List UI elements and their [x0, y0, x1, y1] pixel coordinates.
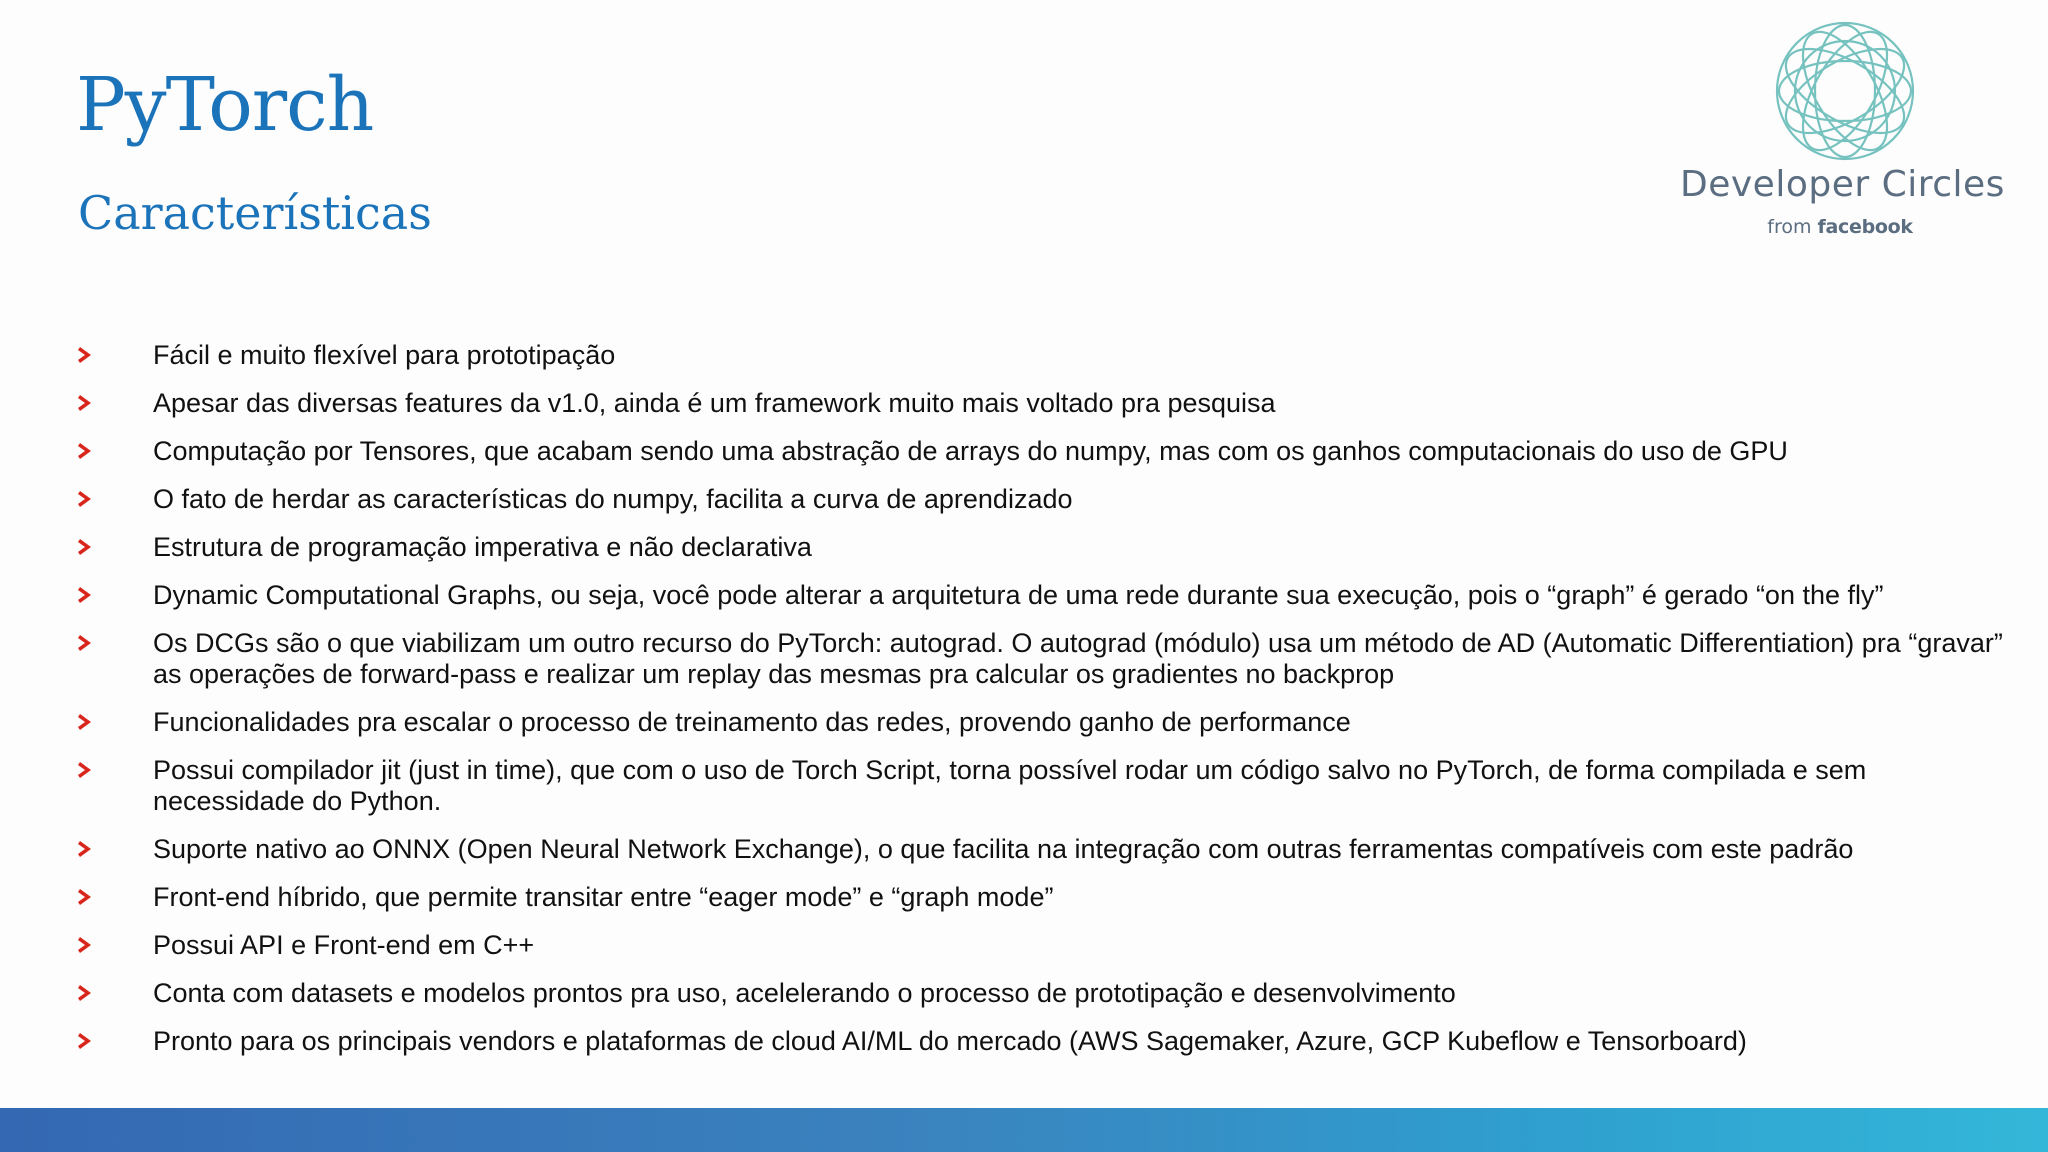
- list-item-text: Possui API e Front-end em C++: [153, 930, 535, 960]
- footer-gradient-bar: [0, 1108, 2048, 1152]
- list-item-text: Apesar das diversas features da v1.0, ainda é um framework muito mais voltado pra pesquisa: [153, 388, 1276, 418]
- list-item-text: Computação por Tensores, que acabam sendo uma abstração de arrays do numpy, mas com os ganhos computacionais do uso de GPU: [153, 436, 1788, 466]
- chevron-right-icon: [78, 635, 92, 651]
- list-item-text: Possui compilador jit (just in time), que com o uso de Torch Script, torna possível rodar um código salvo no PyTorch, de forma compilada e sem necessidade do Python.: [153, 755, 1867, 816]
- feature-list: [78, 340, 2008, 1074]
- logo-from-line: [1680, 216, 2000, 238]
- list-item-text: Dynamic Computational Graphs, ou seja, você pode alterar a arquitetura de uma rede durante sua execução, pois o “graph” é gerado “on the fly”: [153, 580, 1884, 610]
- chevron-right-icon: [78, 347, 92, 363]
- list-item: [78, 532, 2008, 563]
- chevron-right-icon: [78, 587, 92, 603]
- chevron-right-icon: [78, 491, 92, 507]
- list-item: [78, 388, 2008, 419]
- chevron-right-icon: [78, 1033, 92, 1049]
- list-item: [78, 707, 2008, 738]
- chevron-right-icon: [78, 443, 92, 459]
- list-item: [78, 484, 2008, 515]
- list-item: [78, 755, 2008, 817]
- list-item: [78, 834, 2008, 865]
- list-item-text: Front-end híbrido, que permite transitar entre “eager mode” e “graph mode”: [153, 882, 1054, 912]
- list-item-text: Funcionalidades pra escalar o processo de treinamento das redes, provendo ganho de performance: [153, 707, 1351, 737]
- logo-brand: facebook: [1817, 216, 1913, 238]
- list-item-text: Fácil e muito flexível para prototipação: [153, 340, 616, 370]
- list-item-text: Pronto para os principais vendors e plataformas de cloud AI/ML do mercado (AWS Sagemaker, Azure, GCP Kubeflow e Tensorboard): [153, 1026, 1747, 1056]
- developer-circles-logo: [1680, 14, 2005, 254]
- slide-title: PyTorch: [76, 62, 374, 148]
- chevron-right-icon: [78, 395, 92, 411]
- logo-from: from: [1767, 216, 1812, 238]
- list-item-text: Os DCGs são o que viabilizam um outro recurso do PyTorch: autograd. O autograd (módulo) usa um método de AD (Automatic Differentiation) pra “gravar” as operações de forward-pass e realizar um replay das mesmas pra calcular os gradientes no backprop: [153, 628, 2003, 689]
- chevron-right-icon: [78, 841, 92, 857]
- list-item-text: Suporte nativo ao ONNX (Open Neural Network Exchange), o que facilita na integração com outras ferramentas compatíveis com este padrão: [153, 834, 1854, 864]
- chevron-right-icon: [78, 762, 92, 778]
- list-item: [78, 978, 2008, 1009]
- chevron-right-icon: [78, 937, 92, 953]
- logo-name: Developer Circles: [1680, 164, 2005, 205]
- chevron-right-icon: [78, 539, 92, 555]
- list-item: [78, 436, 2008, 467]
- chevron-right-icon: [78, 714, 92, 730]
- circles-globe-icon: [1772, 18, 1918, 164]
- list-item: [78, 580, 2008, 611]
- list-item: [78, 930, 2008, 961]
- list-item-text: Conta com datasets e modelos prontos pra uso, acelelerando o processo de prototipação e desenvolvimento: [153, 978, 1456, 1008]
- chevron-right-icon: [78, 889, 92, 905]
- list-item-text: O fato de herdar as características do numpy, facilita a curva de aprendizado: [153, 484, 1073, 514]
- list-item: [78, 1026, 2008, 1057]
- list-item: [78, 882, 2008, 913]
- list-item: [78, 340, 2008, 371]
- list-item-text: Estrutura de programação imperativa e não declarativa: [153, 532, 812, 562]
- slide-subtitle: Características: [78, 186, 432, 240]
- chevron-right-icon: [78, 985, 92, 1001]
- list-item: [78, 628, 2008, 690]
